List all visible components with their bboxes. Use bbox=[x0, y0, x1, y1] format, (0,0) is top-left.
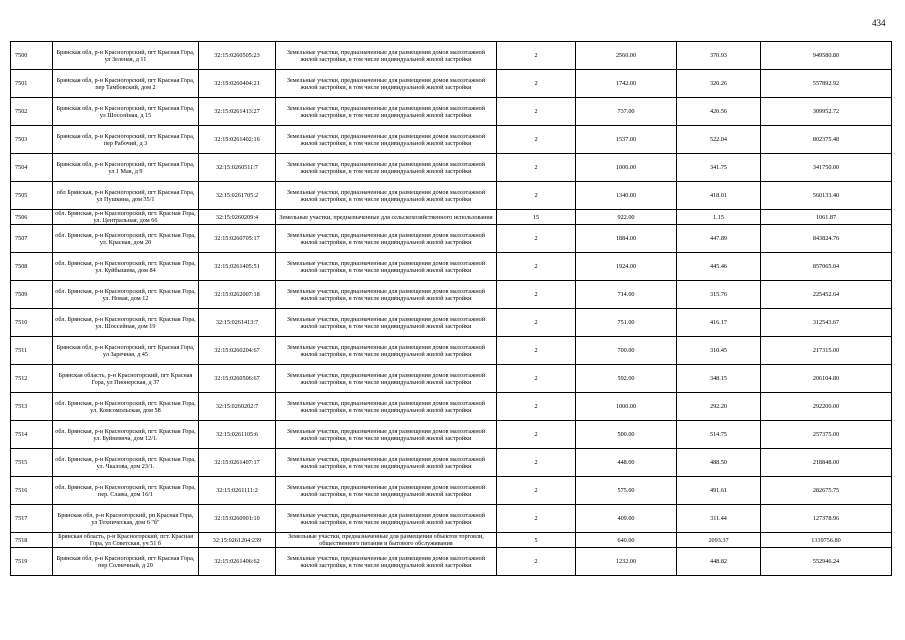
row-number: 7509 bbox=[11, 281, 53, 309]
address-cell: Брянская обл, р-н Красногорский, пгт Красная Гора, пер Рабочий, д 3 bbox=[53, 126, 199, 154]
use-group-cell: 2 bbox=[497, 421, 576, 449]
cadastral-number-cell: 32:15:0260202:7 bbox=[199, 393, 276, 421]
cadastral-number-cell: 32:15:0261402:16 bbox=[199, 126, 276, 154]
cadastral-number-cell: 32:15:0261407:17 bbox=[199, 449, 276, 477]
land-use-cell: Земельные участки, предназначенные для размещения домов малоэтажной жилой застройки, в том числе индивидуальной жилой застройки bbox=[276, 449, 497, 477]
cadastral-value-cell: 127378.96 bbox=[761, 505, 892, 533]
row-number: 7511 bbox=[11, 337, 53, 365]
specific-value-cell: 445.46 bbox=[677, 253, 761, 281]
cadastral-value-cell: 309952.72 bbox=[761, 98, 892, 126]
table-row bbox=[11, 281, 892, 309]
land-use-cell: Земельные участки, предназначенные для размещения домов малоэтажной жилой застройки, в том числе индивидуальной жилой застройки bbox=[276, 337, 497, 365]
area-cell: 1000.00 bbox=[576, 393, 677, 421]
address-cell: Брянская обл, р-н Красногорский, пгт Красная Гора, ул 1 Мая, д 9 bbox=[53, 154, 199, 182]
row-number: 7505 bbox=[11, 182, 53, 210]
land-use-cell: Земельные участки, предназначенные для размещения объектов торговли, общественного питания и бытового обслуживания bbox=[276, 533, 497, 548]
address-cell: обл. Брянская, р-н Красногорский, пгт. Красная Гора, ул. Чкалова, дом 23/1. bbox=[53, 449, 199, 477]
table-row bbox=[11, 365, 892, 393]
row-number: 7506 bbox=[11, 210, 53, 225]
cadastral-value-cell: 206104.80 bbox=[761, 365, 892, 393]
row-number: 7503 bbox=[11, 126, 53, 154]
specific-value-cell: 310.45 bbox=[677, 337, 761, 365]
cadastral-number-cell: 32:15:0261413:7 bbox=[199, 309, 276, 337]
land-use-cell: Земельные участки, предназначенные для размещения домов малоэтажной жилой застройки, в том числе индивидуальной жилой застройки bbox=[276, 126, 497, 154]
use-group-cell: 2 bbox=[497, 225, 576, 253]
land-use-cell: Земельные участки, предназначенные для размещения домов малоэтажной жилой застройки, в том числе индивидуальной жилой застройки bbox=[276, 505, 497, 533]
specific-value-cell: 1.15 bbox=[677, 210, 761, 225]
cadastral-value-cell: 1061.87 bbox=[761, 210, 892, 225]
address-cell: обл. Брянская, р-н Красногорский, пгт. Красная Гора, пер. Славы, дом 16/1 bbox=[53, 477, 199, 505]
table-row bbox=[11, 225, 892, 253]
cadastral-value-cell: 560133.40 bbox=[761, 182, 892, 210]
specific-value-cell: 514.75 bbox=[677, 421, 761, 449]
address-cell: обл. Брянская, р-н Красногорский, пгт. Красная Гора, ул. Новая, дом 12 bbox=[53, 281, 199, 309]
cadastral-number-cell: 32:15:0261405:51 bbox=[199, 253, 276, 281]
cadastral-value-cell: 282675.75 bbox=[761, 477, 892, 505]
area-cell: 640.00 bbox=[576, 533, 677, 548]
cadastral-value-cell: 802375.48 bbox=[761, 126, 892, 154]
row-number: 7518 bbox=[11, 533, 53, 548]
cadastral-number-cell: 32:15:0260404:21 bbox=[199, 70, 276, 98]
area-cell: 737.00 bbox=[576, 98, 677, 126]
use-group-cell: 2 bbox=[497, 281, 576, 309]
cadastral-value-cell: 218848.00 bbox=[761, 449, 892, 477]
cadastral-value-cell: 225452.64 bbox=[761, 281, 892, 309]
use-group-cell: 2 bbox=[497, 253, 576, 281]
specific-value-cell: 2093.37 bbox=[677, 533, 761, 548]
table-body bbox=[11, 42, 892, 576]
specific-value-cell: 341.75 bbox=[677, 154, 761, 182]
table-row bbox=[11, 98, 892, 126]
cadastral-number-cell: 32:15:0262007:18 bbox=[199, 281, 276, 309]
specific-value-cell: 447.89 bbox=[677, 225, 761, 253]
area-cell: 592.00 bbox=[576, 365, 677, 393]
cadastral-value-cell: 557892.92 bbox=[761, 70, 892, 98]
table-row bbox=[11, 253, 892, 281]
use-group-cell: 2 bbox=[497, 126, 576, 154]
specific-value-cell: 488.50 bbox=[677, 449, 761, 477]
specific-value-cell: 370.93 bbox=[677, 42, 761, 70]
address-cell: обл. Брянская, р-н Красногорский, пгт. Красная Гора, ул. Буйневича, дом 12/1. bbox=[53, 421, 199, 449]
cadastral-value-cell: 843824.76 bbox=[761, 225, 892, 253]
area-cell: 1537.00 bbox=[576, 126, 677, 154]
table-row bbox=[11, 70, 892, 98]
table-row bbox=[11, 393, 892, 421]
area-cell: 1000.00 bbox=[576, 154, 677, 182]
cadastral-number-cell: 32:15:0260506:67 bbox=[199, 365, 276, 393]
table-row bbox=[11, 42, 892, 70]
area-cell: 1232.00 bbox=[576, 548, 677, 576]
use-group-cell: 2 bbox=[497, 70, 576, 98]
area-cell: 409.00 bbox=[576, 505, 677, 533]
row-number: 7500 bbox=[11, 42, 53, 70]
row-number: 7515 bbox=[11, 449, 53, 477]
use-group-cell: 2 bbox=[497, 182, 576, 210]
table-row bbox=[11, 126, 892, 154]
land-use-cell: Земельные участки, предназначенные для размещения домов малоэтажной жилой застройки, в том числе индивидуальной жилой застройки bbox=[276, 70, 497, 98]
use-group-cell: 2 bbox=[497, 505, 576, 533]
table-row bbox=[11, 533, 892, 548]
address-cell: Брянская обл, р-н Красногорский, пгт Красная Гора, ул Шоссейная, д 15 bbox=[53, 98, 199, 126]
use-group-cell: 2 bbox=[497, 42, 576, 70]
cadastral-number-cell: 32:15:0261111:2 bbox=[199, 477, 276, 505]
address-cell: обл. Брянская, р-н Красногорский, пгт. Красная Гора, ул. Центральная, дом 66 bbox=[53, 210, 199, 225]
cadastral-number-cell: 32:15:0260705:17 bbox=[199, 225, 276, 253]
cadastral-value-cell: 1339756.80 bbox=[761, 533, 892, 548]
cadastral-value-cell: 312543.67 bbox=[761, 309, 892, 337]
use-group-cell: 2 bbox=[497, 393, 576, 421]
row-number: 7514 bbox=[11, 421, 53, 449]
cadastral-number-cell: 32:15:0260505:23 bbox=[199, 42, 276, 70]
table-row bbox=[11, 154, 892, 182]
cadastral-number-cell: 32:15:0261705:2 bbox=[199, 182, 276, 210]
land-use-cell: Земельные участки, предназначенные для размещения домов малоэтажной жилой застройки, в том числе индивидуальной жилой застройки bbox=[276, 309, 497, 337]
address-cell: Брянская обл, р-н Красногорский, пгт Красная Гора, ул Зеленая, д 11 bbox=[53, 42, 199, 70]
specific-value-cell: 292.20 bbox=[677, 393, 761, 421]
cadastral-number-cell: 32:15:0261413:27 bbox=[199, 98, 276, 126]
row-number: 7501 bbox=[11, 70, 53, 98]
area-cell: 500.00 bbox=[576, 421, 677, 449]
table-row bbox=[11, 421, 892, 449]
area-cell: 1884.00 bbox=[576, 225, 677, 253]
table-row bbox=[11, 182, 892, 210]
row-number: 7512 bbox=[11, 365, 53, 393]
land-use-cell: Земельные участки, предназначенные для размещения домов малоэтажной жилой застройки, в том числе индивидуальной жилой застройки bbox=[276, 421, 497, 449]
address-cell: Брянская область, р-н Красногорский, пгт Красная Гора, ул Пионерская, д 37 bbox=[53, 365, 199, 393]
table-row bbox=[11, 505, 892, 533]
cadastral-value-cell: 552946.24 bbox=[761, 548, 892, 576]
use-group-cell: 2 bbox=[497, 477, 576, 505]
address-cell: Брянская область, р-н Красногорский, пгт. Красная Гора, ул Советская, уч 51 б bbox=[53, 533, 199, 548]
row-number: 7519 bbox=[11, 548, 53, 576]
cadastral-value-table bbox=[10, 41, 892, 576]
cadastral-number-cell: 32:15:0261105:6 bbox=[199, 421, 276, 449]
row-number: 7517 bbox=[11, 505, 53, 533]
land-use-cell: Земельные участки, предназначенные для размещения домов малоэтажной жилой застройки, в том числе индивидуальной жилой застройки bbox=[276, 253, 497, 281]
address-cell: Брянская обл, р-н Красногорский, пгт Красная Гора, ул Заречная, д 45 bbox=[53, 337, 199, 365]
area-cell: 575.00 bbox=[576, 477, 677, 505]
land-use-cell: Земельные участки, предназначенные для размещения домов малоэтажной жилой застройки, в том числе индивидуальной жилой застройки bbox=[276, 393, 497, 421]
cadastral-value-cell: 217315.00 bbox=[761, 337, 892, 365]
page-number: 434 bbox=[872, 18, 886, 28]
area-cell: 922.00 bbox=[576, 210, 677, 225]
address-cell: обл. Брянская, р-н Красногорский, пгт. Красная Гора, ул. Комсомольская, дом 58 bbox=[53, 393, 199, 421]
area-cell: 448.00 bbox=[576, 449, 677, 477]
land-use-cell: Земельные участки, предназначенные для размещения домов малоэтажной жилой застройки, в том числе индивидуальной жилой застройки bbox=[276, 477, 497, 505]
row-number: 7502 bbox=[11, 98, 53, 126]
table-row bbox=[11, 309, 892, 337]
cadastral-value-cell: 292200.00 bbox=[761, 393, 892, 421]
area-cell: 1742.00 bbox=[576, 70, 677, 98]
area-cell: 700.00 bbox=[576, 337, 677, 365]
table-row bbox=[11, 477, 892, 505]
address-cell: Брянская обл, р-н Красногорский, рп Красная Гора, ул Техническая, дом 6 "б" bbox=[53, 505, 199, 533]
use-group-cell: 15 bbox=[497, 210, 576, 225]
cadastral-number-cell: 32:15:0261406:62 bbox=[199, 548, 276, 576]
use-group-cell: 2 bbox=[497, 309, 576, 337]
use-group-cell: 5 bbox=[497, 533, 576, 548]
land-use-cell: Земельные участки, предназначенные для размещения домов малоэтажной жилой застройки, в том числе индивидуальной жилой застройки bbox=[276, 225, 497, 253]
area-cell: 751.00 bbox=[576, 309, 677, 337]
use-group-cell: 2 bbox=[497, 154, 576, 182]
specific-value-cell: 491.61 bbox=[677, 477, 761, 505]
land-use-cell: Земельные участки, предназначенные для размещения домов малоэтажной жилой застройки, в том числе индивидуальной жилой застройки bbox=[276, 365, 497, 393]
specific-value-cell: 416.17 bbox=[677, 309, 761, 337]
row-number: 7508 bbox=[11, 253, 53, 281]
cadastral-value-cell: 341750.00 bbox=[761, 154, 892, 182]
area-cell: 714.00 bbox=[576, 281, 677, 309]
address-cell: обл. Брянская, р-н Красногорский, пгт. Красная Гора, ул. Красная, дом 20 bbox=[53, 225, 199, 253]
specific-value-cell: 522.04 bbox=[677, 126, 761, 154]
land-use-cell: Земельные участки, предназначенные для размещения домов малоэтажной жилой застройки, в том числе индивидуальной жилой застройки bbox=[276, 42, 497, 70]
address-cell: Брянская обл, р-н Красногорский, пгт Красная Гора, пер Солнечный, д 20 bbox=[53, 548, 199, 576]
land-use-cell: Земельные участки, предназначенные для размещения домов малоэтажной жилой застройки, в том числе индивидуальной жилой застройки bbox=[276, 154, 497, 182]
table-row bbox=[11, 548, 892, 576]
cadastral-value-cell: 949580.80 bbox=[761, 42, 892, 70]
specific-value-cell: 311.44 bbox=[677, 505, 761, 533]
address-cell: обл Брянская, р-н Красногорский, пгт Красная Гора, ул Пушкина, дом 35/1 bbox=[53, 182, 199, 210]
table-row bbox=[11, 337, 892, 365]
specific-value-cell: 315.76 bbox=[677, 281, 761, 309]
land-use-cell: Земельные участки, предназначенные для размещения домов малоэтажной жилой застройки, в том числе индивидуальной жилой застройки bbox=[276, 182, 497, 210]
use-group-cell: 2 bbox=[497, 365, 576, 393]
row-number: 7516 bbox=[11, 477, 53, 505]
specific-value-cell: 320.26 bbox=[677, 70, 761, 98]
use-group-cell: 2 bbox=[497, 98, 576, 126]
area-cell: 1924.00 bbox=[576, 253, 677, 281]
specific-value-cell: 348.15 bbox=[677, 365, 761, 393]
land-use-cell: Земельные участки, предназначенные для сельскохозяйственного использования bbox=[276, 210, 497, 225]
cadastral-value-cell: 857065.04 bbox=[761, 253, 892, 281]
cadastral-number-cell: 32:15:0260204:67 bbox=[199, 337, 276, 365]
specific-value-cell: 420.56 bbox=[677, 98, 761, 126]
cadastral-value-cell: 257375.00 bbox=[761, 421, 892, 449]
specific-value-cell: 418.01 bbox=[677, 182, 761, 210]
use-group-cell: 2 bbox=[497, 449, 576, 477]
area-cell: 1340.00 bbox=[576, 182, 677, 210]
address-cell: обл. Брянская, р-н Красногорский, пгт. Красная Гора, ул. Куйбышева, дом 84 bbox=[53, 253, 199, 281]
use-group-cell: 2 bbox=[497, 548, 576, 576]
land-use-cell: Земельные участки, предназначенные для размещения домов малоэтажной жилой застройки, в том числе индивидуальной жилой застройки bbox=[276, 548, 497, 576]
cadastral-number-cell: 32:15:0260209:4 bbox=[199, 210, 276, 225]
land-use-cell: Земельные участки, предназначенные для размещения домов малоэтажной жилой застройки, в том числе индивидуальной жилой застройки bbox=[276, 98, 497, 126]
cadastral-number-cell: 32:15:0260511:7 bbox=[199, 154, 276, 182]
row-number: 7507 bbox=[11, 225, 53, 253]
specific-value-cell: 448.82 bbox=[677, 548, 761, 576]
address-cell: обл. Брянская, р-н Красногорский, пгт. Красная Гора, ул. Шоссейная, дом 19 bbox=[53, 309, 199, 337]
land-use-cell: Земельные участки, предназначенные для размещения домов малоэтажной жилой застройки, в том числе индивидуальной жилой застройки bbox=[276, 281, 497, 309]
area-cell: 2560.00 bbox=[576, 42, 677, 70]
table-row bbox=[11, 210, 892, 225]
use-group-cell: 2 bbox=[497, 337, 576, 365]
row-number: 7510 bbox=[11, 309, 53, 337]
cadastral-number-cell: 32:15:0261204:239 bbox=[199, 533, 276, 548]
cadastral-number-cell: 32:15:0260901:10 bbox=[199, 505, 276, 533]
row-number: 7513 bbox=[11, 393, 53, 421]
row-number: 7504 bbox=[11, 154, 53, 182]
address-cell: Брянская обл, р-н Красногорский, пгт Красная Гора, пер Тамбовский, дом 2 bbox=[53, 70, 199, 98]
table-row bbox=[11, 449, 892, 477]
